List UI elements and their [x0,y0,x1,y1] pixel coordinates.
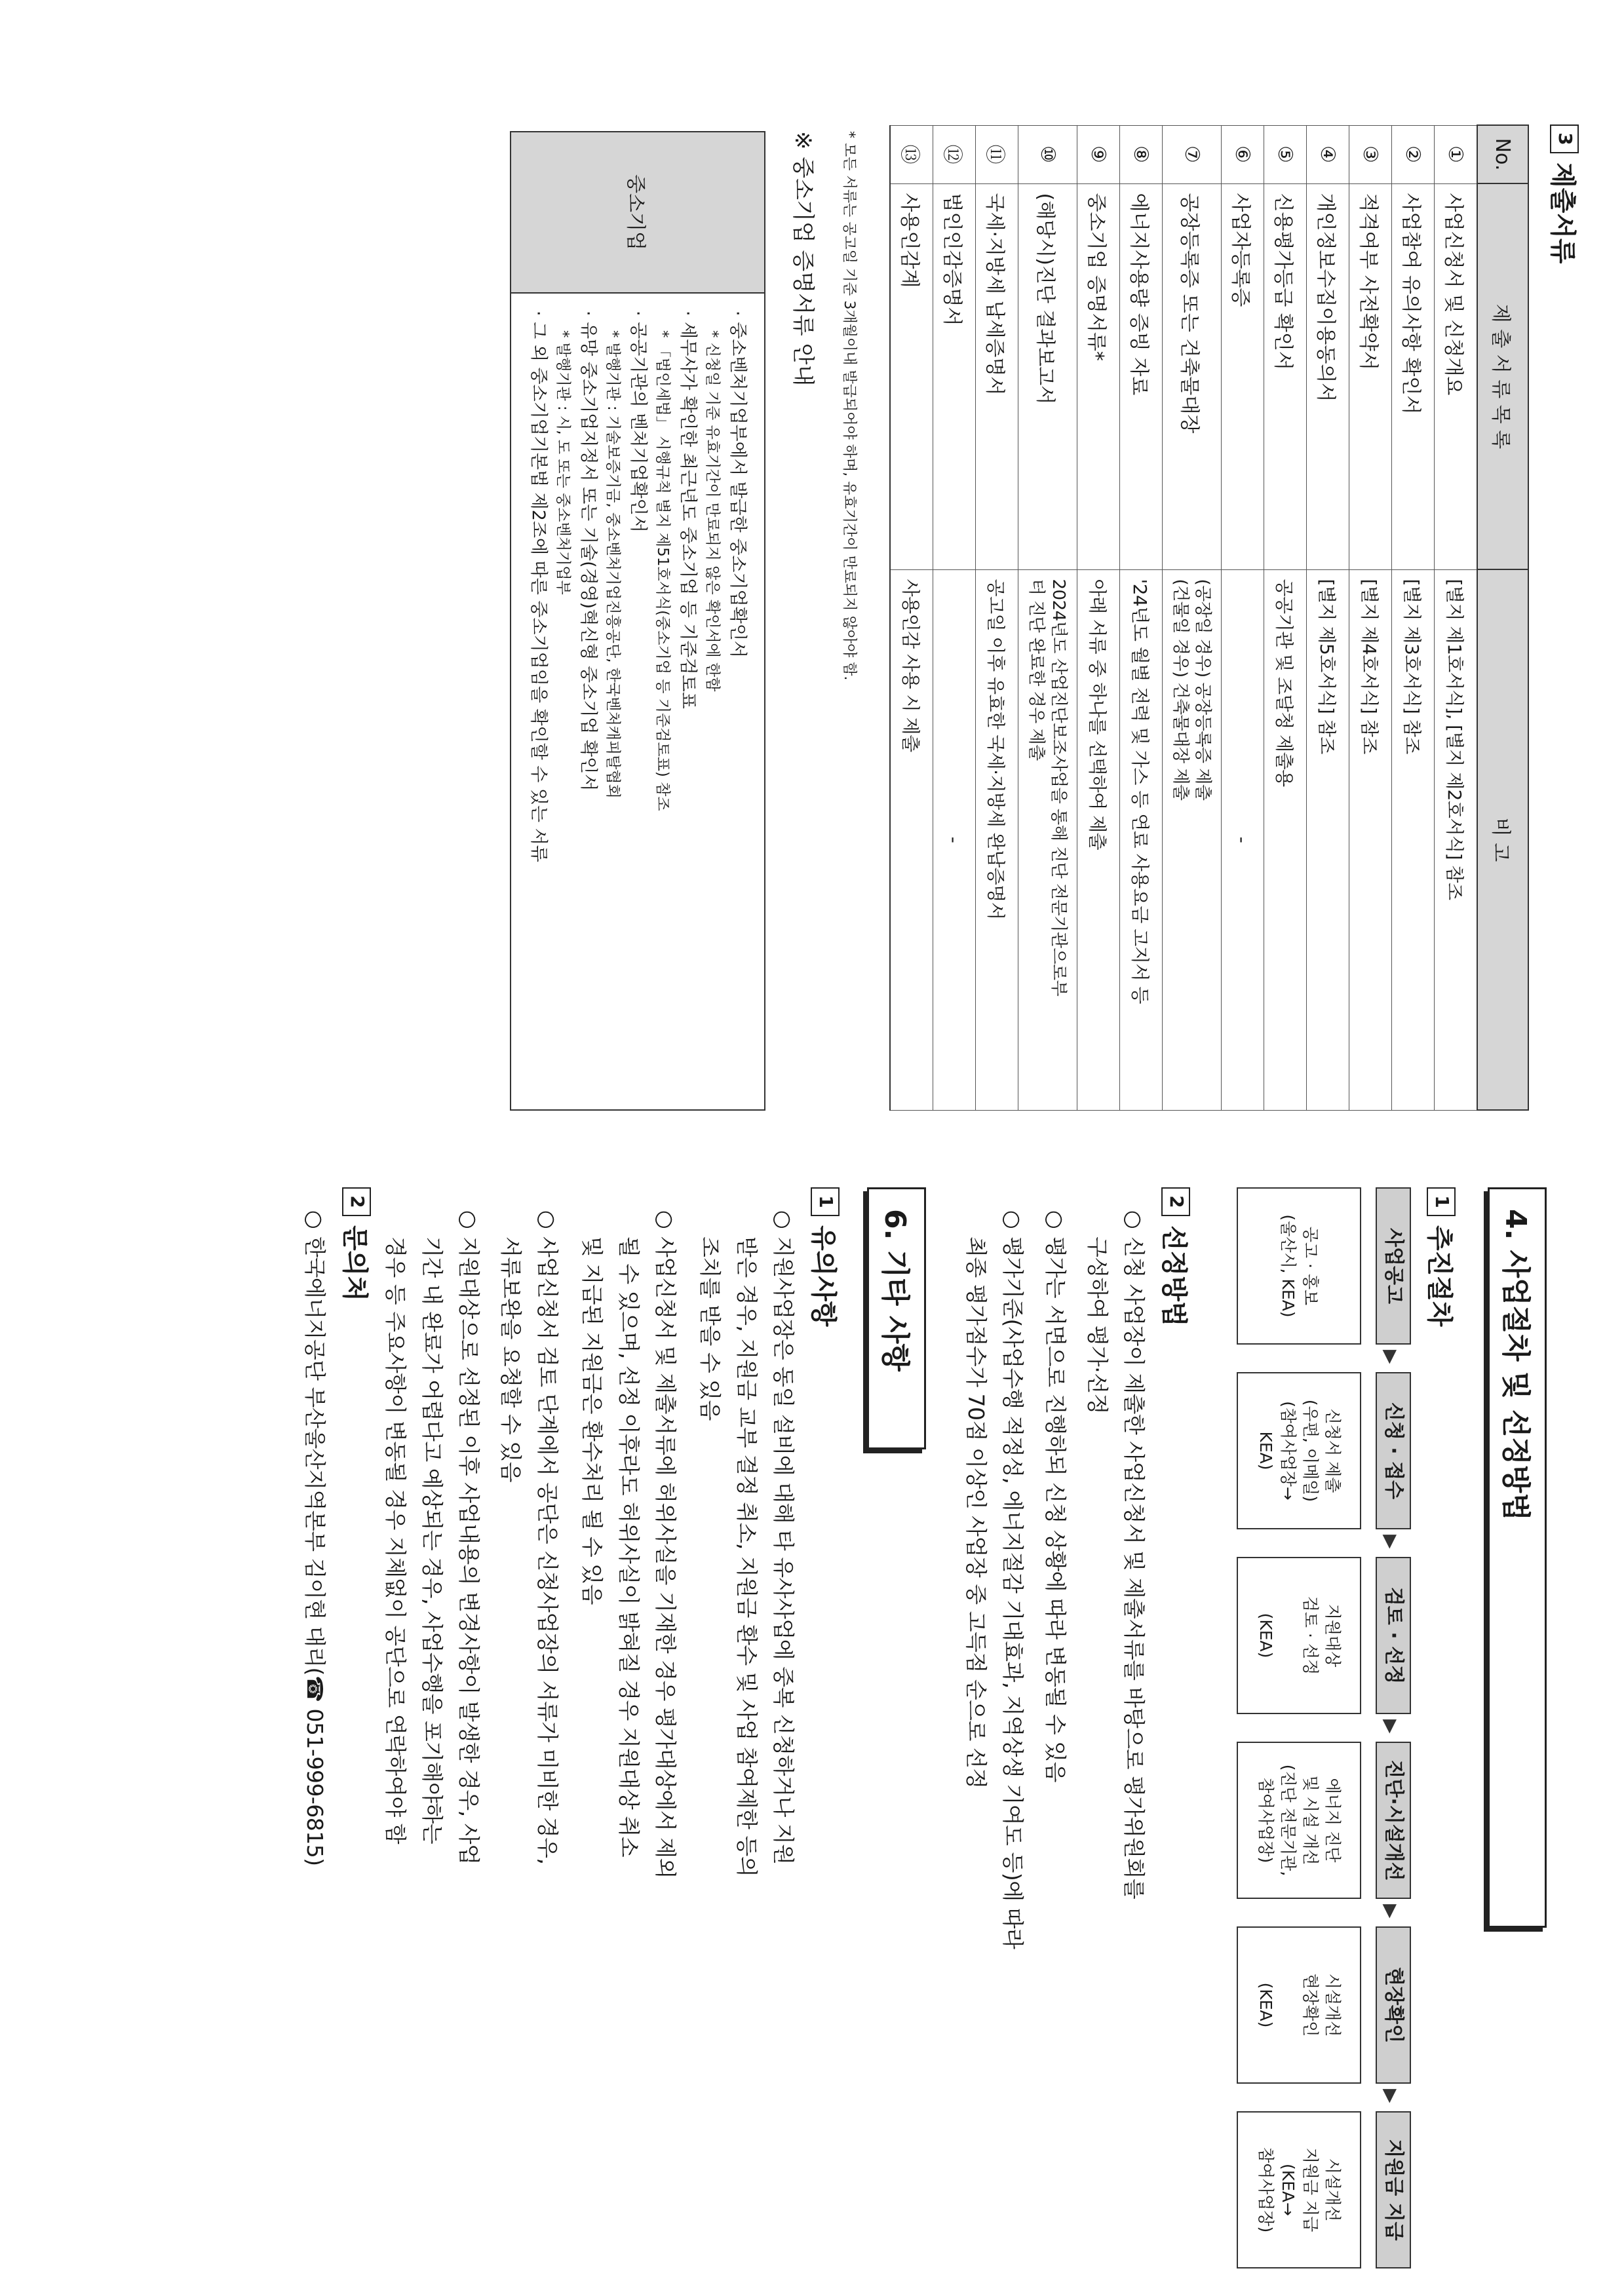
bullet-circle-icon: ○ [302,1210,328,1229]
row-note [1163,569,1222,1110]
row-note [1018,569,1077,1110]
row-note: [별지 제1호서식], [별지 제2호서식] 참조 [1435,569,1478,1110]
submission-column [0,0,1624,1147]
stage-line: KEA) [1256,1431,1275,1470]
table-row [890,125,933,1110]
row-doc-name: 개인정보수집이용동의서 [1307,183,1349,569]
bullet-circle-icon: ○ [1000,1210,1026,1229]
row-doc-name: 사업신청서 및 신청개요 [1435,183,1478,569]
procedure-column [0,1148,1624,2296]
section-title: 제출서류 [1547,163,1577,264]
sme-docs-title: ※ 중소기업 증명서류 안내 [790,131,816,387]
stage-application [1237,1372,1411,1529]
selection-line: 평가기준(사업수행 적정성, 에너지절감 기대효과, 지역상생 기여도 등)에 따라 [1000,1236,1026,1949]
table-row [1222,125,1264,1110]
notice-line: 될 수 있으며, 선정 이후라도 허위사실이 밝혀질 경우 지원대상 취소 [616,1236,642,1858]
stage-box [1237,1742,1361,1899]
stage-header: 현장확인 [1376,1926,1411,2084]
row-doc-name: 공장등록증 또는 건축물대장 [1163,183,1222,569]
row-note: '24년도 월별 전력 및 가스 등 연료 사용요금 고지서 등 [1120,569,1163,1110]
section-title: 선정방법 [1159,1225,1189,1327]
notice-item [691,1210,802,1877]
stage-line: 검토 · 선정 [1301,1596,1320,1675]
submission-table [889,124,1529,1111]
sme-subline: * 신청일 기준 유효기간이 만료되지 않은 확인서에 한함 [704,330,721,692]
stage-line: 공고 · 홍보 [1301,1226,1320,1306]
stage-line: 및 시설 개선 [1301,1775,1320,1866]
notice-line: 지원사업장은 동일 설비에 대해 타 유사사업에 중복 신청하거나 지원 [771,1236,796,1865]
row-no: ⑨ [1077,125,1120,183]
section-number: 2 [1162,1187,1191,1216]
flow-arrow-icon: ▶ [1380,1719,1402,1734]
table-row [1435,125,1478,1110]
section-title: 문의처 [339,1225,370,1301]
row-doc-name: 신용평가등급 확인서 [1264,183,1307,569]
row-doc-name: 법인인감증명서 [933,183,976,569]
row-note: 아래 서류 중 하나를 선택하여 제출 [1077,569,1120,1110]
sme-docs-table [510,131,765,1111]
row-note: [별지 제3호서식] 참조 [1392,569,1435,1110]
notice-item [492,1210,566,1865]
contact-line: 한국에너지공단 부산울산지역본부 김이현 대리(☎ 051-999-6815) [302,1236,328,1866]
stage-line: (울산시, KEA) [1279,1214,1298,1318]
selection-line: 평가는 서면으로 진행하되 신청 상황에 따라 변동될 수 있음 [1043,1236,1068,1782]
stage-line: 현장확인 [1301,1973,1320,2037]
stage-review [1237,1557,1411,1714]
table-row [1120,125,1163,1110]
selection-item [1037,1210,1073,1782]
sme-line: · 중소벤처기업부에서 발급한 중소기업확인서 [727,311,748,658]
stage-line: (KEA→ [1279,2163,1298,2216]
etc-title: 6. 기타 사항 [867,1187,926,1449]
row-no: ⑩ [1018,125,1077,183]
stage-site-check [1237,1926,1411,2084]
col-header-note: 비 고 [1477,569,1528,1110]
contact-item [296,1210,333,1866]
row-note-line: 터 진단 완료한 경우 제출 [1026,579,1047,761]
row-no: ⑤ [1264,125,1307,183]
notice-line: 기간 내 완료가 어렵다고 예상되는 경우, 사업수행을 포기해야하는 [419,1236,445,1845]
row-no: ⑧ [1120,125,1163,183]
stage-line: 시설개선 [1323,2158,1342,2222]
submission-heading [1546,124,1583,264]
stage-header: 검토 · 선정 [1376,1557,1411,1714]
row-note: 공고일 이후 유효한 국세·지방세 완납증명서 [976,569,1018,1110]
stage-line: (KEA) [1256,1613,1275,1658]
validity-footnote: * 모든 서류는 공고일 기준 3개월이내 발급되어야 하며, 유효기간이 만료되지 않아야 함. [841,131,857,681]
sme-subline: * 발행기관 : 기술보증기금, 중소벤처기업진흥공단, 한국벤처캐피탈협회 [604,330,621,799]
row-note: - [1222,569,1264,1110]
row-no: ⑦ [1163,125,1222,183]
process-heading [1423,1187,1460,1327]
bullet-circle-icon: ○ [456,1210,482,1229]
row-note: 사용인감 사용 시 제출 [890,569,933,1110]
table-row [933,125,976,1110]
selection-item [957,1210,1031,1949]
stage-header: 진단·시설개선 [1376,1742,1411,1899]
table-row [1307,125,1349,1110]
section-number: 3 [1551,124,1579,153]
stage-line: (KEA) [1256,1982,1275,2028]
stage-box [1237,1372,1361,1529]
section-title: 유의사항 [808,1225,838,1327]
sme-line: · 세무사가 확인한 최근년도 중소기업 등 기준검토표 [678,311,698,709]
row-doc-name: 에너지사용량 증빙 자료 [1120,183,1163,569]
table-row [1018,125,1077,1110]
row-note: [별지 제4호서식] 참조 [1349,569,1392,1110]
bullet-circle-icon: ○ [1121,1210,1147,1229]
stage-header: 신청 · 접수 [1376,1372,1411,1529]
bullet-circle-icon: ○ [1043,1210,1068,1229]
section-number: 1 [1427,1187,1456,1216]
section-number: 2 [343,1187,372,1216]
stage-diagnosis [1237,1742,1411,1899]
table-row [1264,125,1307,1110]
stage-announcement [1237,1187,1411,1345]
row-note-line: (건물일 경우) 건축물대장 제출 [1170,579,1191,801]
stage-line: 시설개선 [1323,1973,1342,2037]
row-doc-name: 중소기업 증명서류* [1077,183,1120,569]
row-no: ⑥ [1222,125,1264,183]
section-title: 추진절차 [1424,1225,1454,1327]
row-doc-name: (해당시)진단 결과보고서 [1018,183,1077,569]
stage-header: 사업공고 [1376,1187,1411,1345]
notice-line: 서류보완을 요청할 수 있음 [498,1236,524,1483]
selection-line: 신청 사업장이 제출한 사업신청서 및 제출서류를 바탕으로 평가위원회를 [1121,1236,1147,1900]
process-flow [1221,1187,1411,2262]
row-doc-name: 사업참여 유의사항 확인서 [1392,183,1435,569]
stage-payment [1237,2111,1411,2268]
stage-line: (진단 전문기관, [1279,1764,1298,1877]
sme-label: 중소기업 [511,132,765,293]
table-row [976,125,1018,1110]
stage-box [1237,1557,1361,1714]
col-header-docs: 제 출 서 류 목 록 [1477,183,1528,569]
row-no: ⑬ [890,125,933,183]
col-header-no: No. [1477,125,1528,183]
notice-item [573,1210,684,1879]
stage-box [1237,2111,1361,2268]
row-note: 공공기관 및 조달청 제출용 [1264,569,1307,1110]
table-row [1163,125,1222,1110]
sme-docs-list [511,293,765,1110]
selection-item [1079,1210,1152,1899]
flow-arrow-icon: ▶ [1380,1350,1402,1364]
row-no: ① [1435,125,1478,183]
row-note: [별지 제5호서식] 참조 [1307,569,1349,1110]
selection-line: 구성하여 평가·선정 [1085,1236,1110,1415]
stage-line [1277,1974,1299,2037]
row-no: ⑪ [976,125,1018,183]
row-no: ③ [1349,125,1392,183]
section-number: 1 [811,1187,840,1216]
stage-line: 참여사업장) [1256,2147,1275,2233]
table-header-row [1477,125,1528,1110]
row-no: ② [1392,125,1435,183]
contact-heading [338,1187,376,1301]
row-no: ⑫ [933,125,976,183]
flow-arrow-icon: ▶ [1380,1535,1402,1549]
row-doc-name: 적격여부 사전확약서 [1349,183,1392,569]
sme-line: · 그 외 중소기업기본법 제2조에 따른 중소기업임을 확인할 수 있는 서류 [528,311,549,862]
stage-line: 지원대상 [1323,1603,1342,1668]
row-note-line: (공장일 경우) 공장등록증 제출 [1193,579,1213,801]
stage-box [1237,1926,1361,2084]
row-no: ④ [1307,125,1349,183]
sme-subline: * 발행기관 : 시, 도 또는 중소벤처기업부 [554,330,571,595]
selection-heading [1157,1187,1195,1327]
row-note: - [933,569,976,1110]
table-row [1077,125,1120,1110]
sme-line: · 공공기관의 벤처기업확인서 [628,311,648,533]
sme-subline: * 「법인세법」 시행규칙 별지 제51호서식(중소기업 등 기준검토표) 참조 [654,330,671,811]
table-row [1349,125,1392,1110]
row-doc-name: 사용인감계 [890,183,933,569]
stage-line: 지원금 지급 [1301,2147,1320,2232]
stage-line: (참여사업장→ [1279,1401,1298,1501]
bullet-circle-icon: ○ [653,1210,678,1229]
sme-line: · 유망 중소기업지정서 또는 기술(경영)혁신형 중소기업 확인서 [578,311,598,792]
notice-line: 사업신청서 검토 단계에서 공단은 신청사업장의 서류가 미비한 경우, [535,1236,560,1865]
procedure-title: 4. 사업절차 및 선정방법 [1488,1187,1547,1928]
stage-line [1277,1596,1299,1675]
stage-line: 에너지 진단 [1323,1778,1342,1863]
stage-header: 지원금 지급 [1376,2111,1411,2268]
selection-line: 최종 평가점수가 70점 이상인 사업장 중 고득점 순으로 선정 [963,1236,989,1789]
table-row [1392,125,1435,1110]
row-doc-name: 국세·지방세 납세증명서 [976,183,1018,569]
flow-arrow-icon: ▶ [1380,1904,1402,1919]
notice-item [377,1210,487,1865]
notice-line: 조치를 받을 수 있음 [697,1236,723,1421]
stage-line: (우편, 이메일) [1301,1399,1320,1502]
bullet-circle-icon: ○ [535,1210,560,1229]
notice-line: 지원대상으로 선정된 이후 사업내용의 변경사항이 발생한 경우, 사업 [456,1236,482,1865]
stage-line: 신청서 제출 [1323,1408,1342,1493]
notice-line: 및 지급된 지원금은 환수처리 될 수 있음 [579,1236,605,1605]
stage-line: 참여사업장) [1256,1777,1275,1864]
notice-line: 받은 경우, 지원금 교부 결정 취소, 지원금 환수 및 사업 참여제한 등의 [734,1236,760,1877]
stage-box [1237,1187,1361,1345]
flow-arrow-icon: ▶ [1380,2089,1402,2103]
bullet-circle-icon: ○ [771,1210,796,1229]
notice-heading [807,1187,844,1327]
notice-line: 사업신청서 및 제출서류에 허위사실을 기재한 경우 평가대상에서 제외 [653,1236,678,1879]
row-note-line: 2024년도 산업진단보조사업을 통해 진단 전문기관으로부 [1049,579,1069,997]
notice-line: 경우 등 주요사항이 변동될 경우 지체없이 공단으로 연락하여야 함 [383,1236,408,1845]
row-doc-name: 사업자등록증 [1222,183,1264,569]
